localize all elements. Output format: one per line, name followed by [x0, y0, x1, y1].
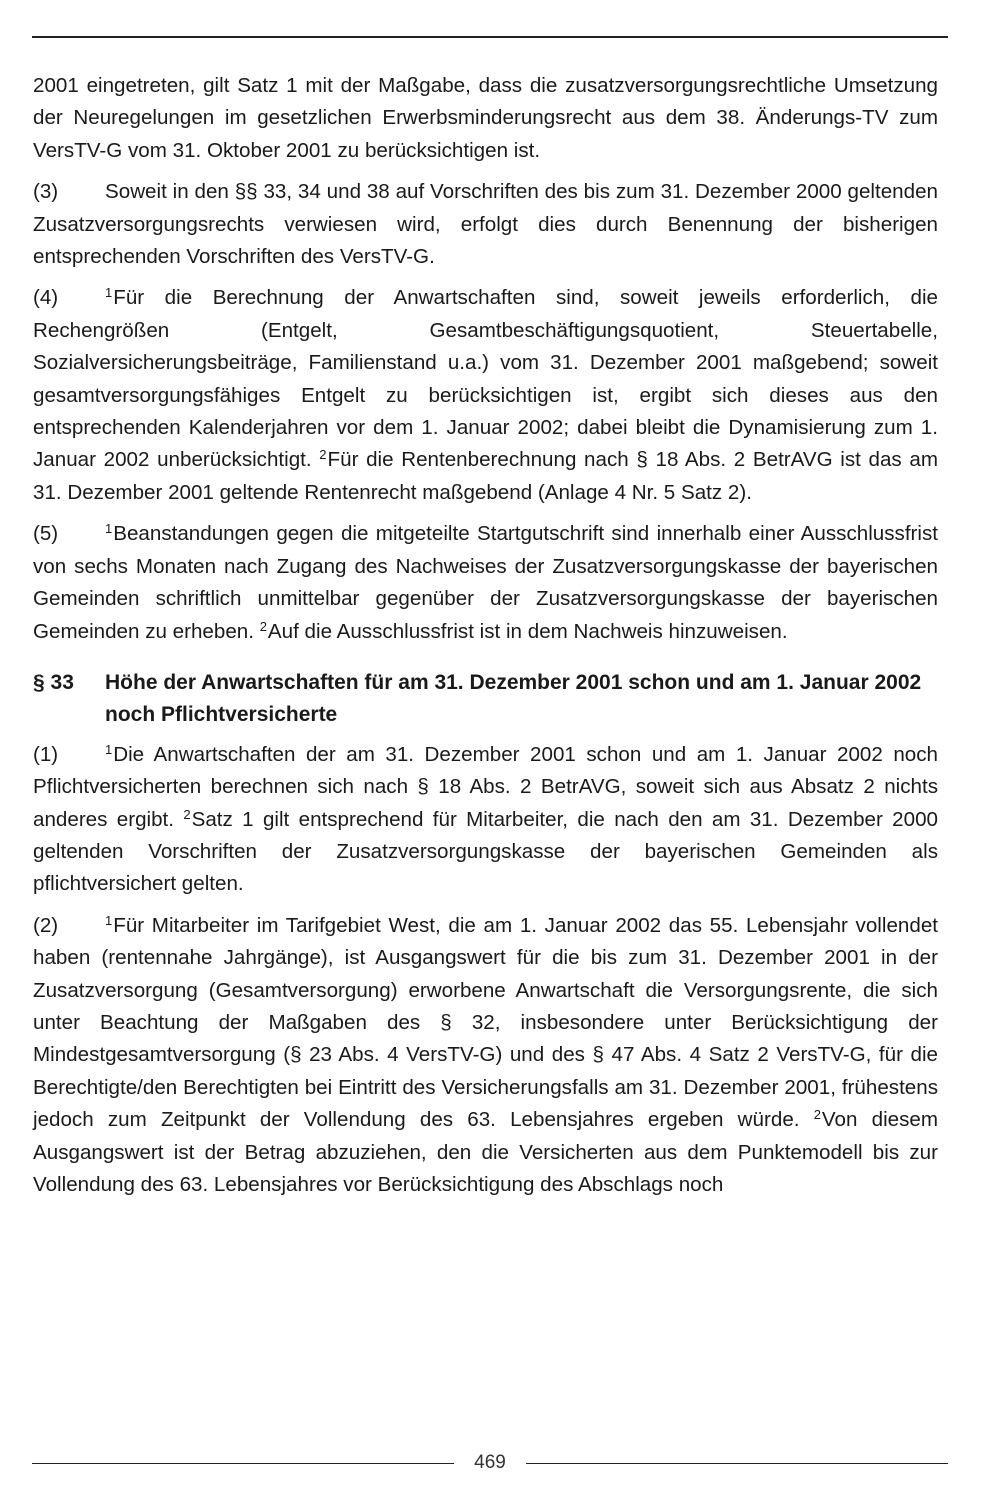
- paragraph: [33, 518, 938, 648]
- header-rule: [32, 36, 948, 38]
- paragraph-text: Auf die Ausschlussfrist ist in dem Nachweis hinzuweisen.: [267, 619, 788, 643]
- paragraph: [33, 70, 938, 167]
- paragraph-number: (2): [33, 913, 59, 937]
- paragraphs-after-section: [33, 739, 938, 1202]
- paragraph-text: Soweit in den §§ 33, 34 und 38 auf Vorschriften des bis zum 31. Dezember 2000 geltenden Zusatzversorgungsrechts verwiesen wird, erfolgt dies durch Benennung der bisherigen entsprechenden Vorschriften des VersTV-G.: [33, 180, 938, 269]
- sentence-number: 2: [183, 806, 191, 822]
- paragraph-number: (3): [33, 180, 59, 204]
- page-number: 469: [474, 1452, 506, 1473]
- page-body: [33, 70, 938, 1210]
- paragraph-number: (4): [33, 286, 59, 310]
- sentence-number: 2: [259, 618, 267, 634]
- paragraph: [33, 176, 938, 273]
- paragraph-number: (1): [33, 742, 59, 766]
- sentence-number: 1: [105, 285, 113, 301]
- footer-rule-right: [526, 1463, 948, 1464]
- page-footer: [32, 1452, 948, 1474]
- paragraph-text: Die Anwartschaften der am 31. Dezember 2001 schon und am 1. Januar 2002 noch Pflichtversicherten berechnen sich nach § 18 Abs. 2 BetrAVG, soweit sich aus Absatz 2 nichts anderes ergibt.: [33, 742, 938, 831]
- paragraph-text: Für die Rentenberechnung nach § 18 Abs. 2 BetrAVG ist das am 31. Dezember 2001 geltende Rentenrecht maßgebend (Anlage 4 Nr. 5 Satz 2).: [33, 448, 938, 504]
- paragraph: [33, 739, 938, 901]
- sentence-number: 1: [105, 741, 113, 757]
- paragraph-number: (5): [33, 522, 59, 546]
- paragraph-text: 2001 eingetreten, gilt Satz 1 mit der Maßgabe, dass die zusatzversorgungsrechtliche Umsetzung der Neuregelungen im gesetzlichen Erwerbsminderungsrecht aus dem 38. Änderungs-TV zum VersTV-G vom 31. Oktober 2001 zu berücksichtigen ist.: [33, 74, 938, 162]
- paragraph-text: Beanstandungen gegen die mitgeteilte Startgutschrift sind innerhalb einer Ausschlussfrist von sechs Monaten nach Zugang des Nachweises der Zusatzversorgungskasse der bayerischen Gemeinden schriftlich unmittelbar gegenüber der Zusatzversorgungskasse der bayerischen Gemeinden zu erheben.: [33, 522, 938, 643]
- sentence-number: 2: [319, 447, 327, 463]
- paragraph-text: Von diesem Ausgangswert ist der Betrag abzuziehen, den die Versicherten aus dem Punktemodell bis zur Vollendung des 63. Lebensjahres vor Berücksichtigung des Abschlags noch: [33, 1108, 938, 1196]
- paragraph-text: Für Mitarbeiter im Tarifgebiet West, die am 1. Januar 2002 das 55. Lebensjahr vollendet haben (rentennahe Jahrgänge), ist Ausgangswert für die bis zum 31. Dezember 2001 in der Zusatzversorgung (Gesamtversorgung) erworbene Anwartschaft die Versorgungsrente, die sich unter Beachtung der Maßgaben des § 32, insbesondere unter Berücksichtigung der Mindestgesamtversorgung (§ 23 Abs. 4 VersTV-G) und des § 47 Abs. 4 Satz 2 VersTV-G, für die Berechtigte/den Berechtigten bei Eintritt des Versicherungsfalls am 31. Dezember 2001, frühestens jedoch zum Zeitpunkt der Vollendung des 63. Lebensjahres ergeben würde.: [33, 913, 938, 1132]
- section-number: § 33: [33, 670, 74, 694]
- footer-rule-left: [32, 1463, 454, 1464]
- paragraph: [33, 282, 938, 509]
- section-heading: [33, 667, 938, 732]
- sentence-number: 1: [105, 521, 113, 537]
- paragraph-text: Für die Berechnung der Anwartschaften sind, soweit jeweils erforderlich, die Rechengrößen (Entgelt, Gesamtbeschäftigungsquotient, Steuertabelle, Sozialversicherungsbeiträge, Familienstand u.a.) vom 31. Dezember 2001 maßgebend; soweit gesamtversorgungsfähiges Entgelt zu berücksichtigen ist, ergibt sich dieses aus den entsprechenden Kalenderjahren vor dem 1. Januar 2002; dabei bleibt die Dynamisierung zum 1. Januar 2002 unberücksichtigt.: [33, 286, 938, 472]
- paragraph: [33, 910, 938, 1202]
- paragraphs-before-section: [33, 70, 938, 648]
- section-title: Höhe der Anwartschaften für am 31. Dezember 2001 schon und am 1. Januar 2002 noch Pflichtversicherte: [105, 670, 922, 727]
- sentence-number: 1: [105, 912, 113, 928]
- paragraph-text: Satz 1 gilt entsprechend für Mitarbeiter, die nach den am 31. Dezember 2000 geltenden Vorschriften der Zusatzversorgungskasse der bayerischen Gemeinden als pflichtversichert gelten.: [33, 807, 938, 896]
- sentence-number: 2: [813, 1107, 821, 1123]
